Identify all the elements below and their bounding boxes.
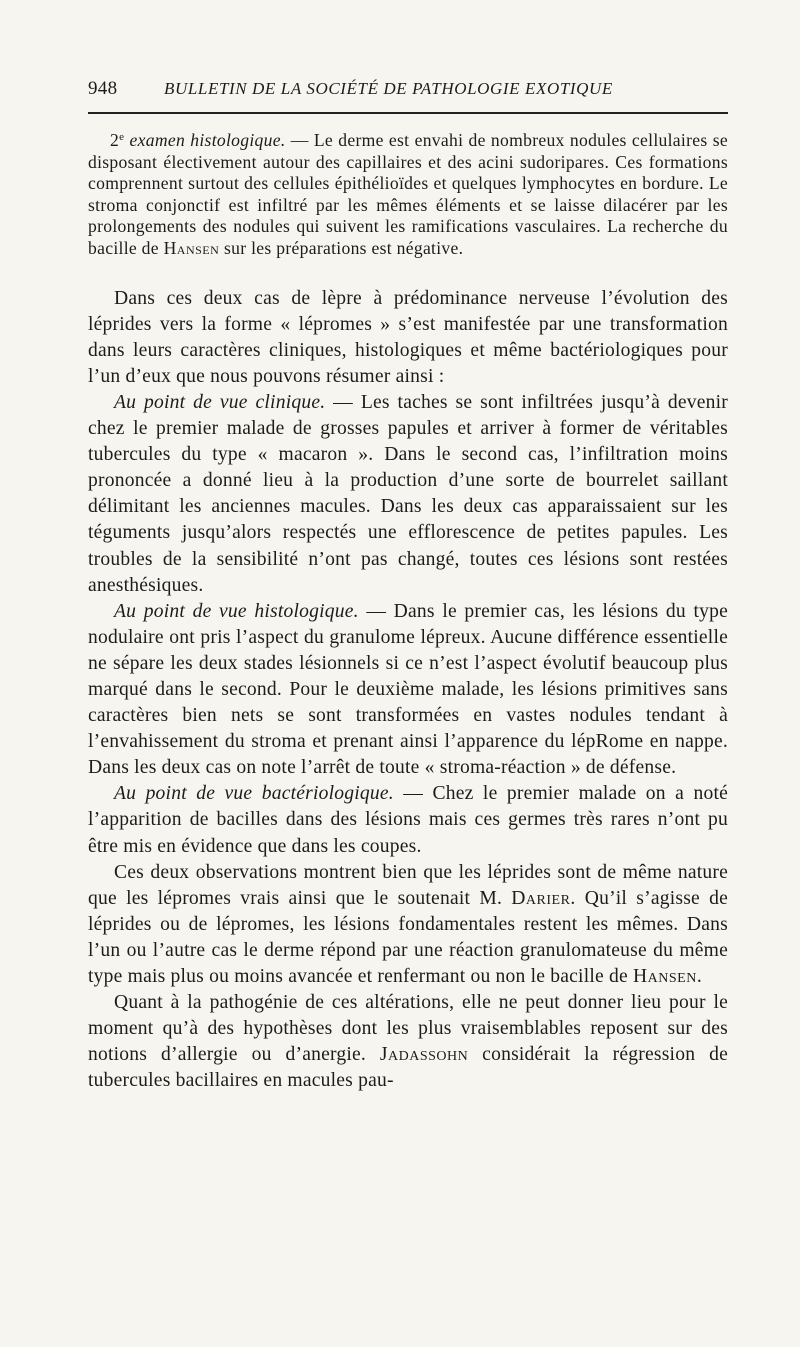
paragraph-pathogenesis [88,990,728,1094]
author-name-hansen-2: Hansen [632,966,697,987]
paragraph-histological [88,599,728,782]
running-title: BULLETIN DE LA SOCIÉTÉ DE PATHOLOGIE EXOTIQUE [164,79,613,98]
bacteriological-text: — Chez le premier malade on a noté l’apparition de bacilles dans des lésions mais ces germes très rares n’ont pu être mis en évidence que dans les coupes. [88,783,728,857]
author-name-darier: Darier [511,887,571,909]
pathogenesis-text-part2: considérait la régression de tubercules bacillaires en macules pau- [88,1044,728,1092]
paragraph-evolution: Dans ces deux cas de lèpre à prédominance nerveuse l’évolution des léprides vers la forme « lépromes » s’est manifestée par une transformation dans leurs caractères cliniques, histologiques et même bactériologiques pour l’un d’eux que nous pouvons résumer ainsi : [88,287,728,387]
clinical-text: — Les taches se sont infiltrées jusqu’à devenir chez le premier malade de grosses papules et arriver à former de véritables tubercules du type « macaron ». Dans le second cas, l’infiltration moins prononcée a donné lieu à la production d’une sorte de bourrelet saillant délimitant les anciennes macules. Dans les deux cas apparaissaient sur les téguments jusqu’alors respectés une efflorescence de petites papules. Les troubles de la sensibilité n’ont pas changé, toutes ces lésions sont restées anesthésiques. [88,391,728,596]
exam-number: 2 [110,130,120,150]
histological-text: — Dans le premier cas, les lésions du type nodulaire ont pris l’aspect du granulome lépreux. Aucune différence essentielle ne sépare les deux stades lésionnels si ce n’est l’aspect évolutif beaucoup plus marqué dans le second. Pour le deuxième malade, les lésions primitives sans caractères bien nets se sont transformées en vastes nodules tendant à l’envahissement du stroma et prenant ainsi l’apparence du lépRome en nappe. Dans les deux cas on note l’arrêt de toute « stroma-réaction » de défense. [88,600,728,779]
histological-title: Au point de vue histologique. [114,600,359,622]
pathogenesis-text-part1: Quant à la pathogénie de ces altérations, elle ne peut donner lieu pour le moment qu’à des hypothèses dont les plus vraisemblables reposent sur des notions d’allergie ou d’anergie. [88,992,728,1066]
paragraph-bacteriological [88,781,728,859]
second-histological-exam-paragraph [88,130,728,260]
page-header [88,78,728,114]
clinical-title: Au point de vue clinique. [114,391,326,413]
main-text [88,286,728,1095]
author-name-hansen: Hansen [163,237,220,258]
author-name-jadassohn: Jadassohn [379,1044,469,1066]
page-number: 948 [88,78,118,99]
exam-number-superscript: e [119,131,125,143]
paragraph-observations [88,860,728,990]
exam-title: examen histologique. [124,130,286,150]
observations-text-part2: . Qu’il s’agisse de léprides ou de lépromes, les lésions fondamentales restent les mêmes. Dans l’un ou l’autre cas le derme répond par une réaction granulomateuse du même type mais plus ou moins avancée et renfermant ou non le bacille de [88,887,729,987]
document-page [88,78,728,1094]
exam-text-part1: — Le derme est envahi de nombreux nodules cellulaires se disposant électivement autour des capillaires et des acini sudoripares. Ces formations comprennent surtout des cellules épithélioïdes et quelques lymphocytes en bordure. Le stroma conjonctif est infiltré par les mêmes éléments et se laisse dilacérer par les prolongements des nodules qui suivent les ramifications vasculaires. La recherche du bacille de [88,130,728,258]
observations-text-part3: . [696,966,702,987]
paragraph-clinical [88,390,728,599]
observations-text-part1: Ces deux observations montrent bien que les léprides sont de même nature que les lépromes vrais ainsi que le soutenait M. [88,861,728,909]
exam-text-part2: sur les préparations est négative. [219,237,464,258]
bacteriological-title: Au point de vue bactériologique. [114,783,394,805]
